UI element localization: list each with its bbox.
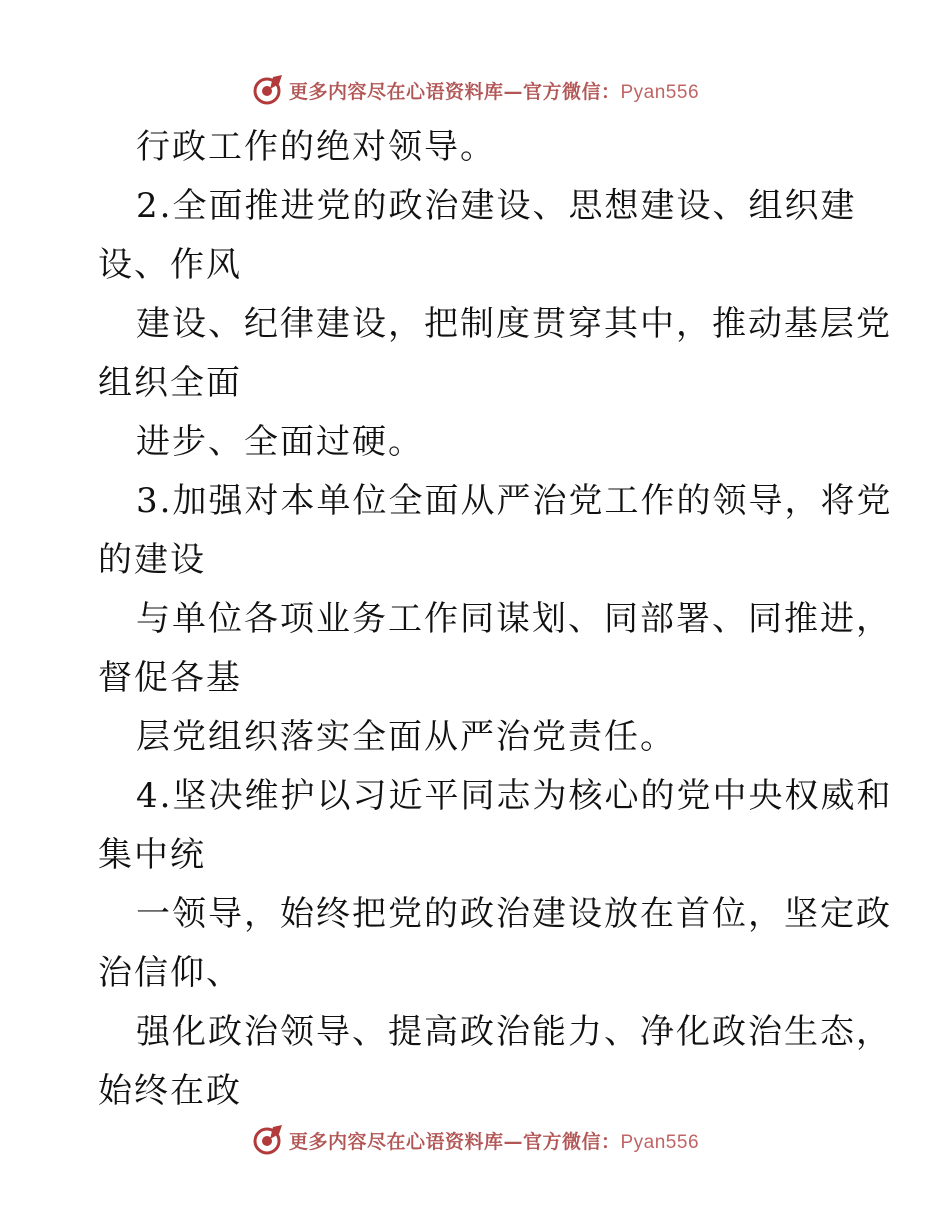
text-line: 3.加强对本单位全面从严治党工作的领导，将党 bbox=[136, 481, 893, 521]
text-line: 进步、全面过硬。 bbox=[136, 422, 424, 462]
watermark-wechat-id: Pyan556 bbox=[620, 81, 700, 103]
text-line: 治信仰、 bbox=[98, 953, 242, 993]
text-line: 行政工作的绝对领导。 bbox=[136, 127, 496, 167]
pen-logo-icon bbox=[251, 73, 285, 107]
watermark-brand: 更多内容尽在心语资料库 bbox=[288, 80, 504, 103]
document-body bbox=[98, 118, 893, 1121]
watermark-contact: 官方微信： bbox=[522, 1130, 621, 1153]
text-line: 建设、纪律建设，把制度贯穿其中，推动基层党 bbox=[136, 304, 892, 344]
watermark-text bbox=[289, 77, 699, 104]
watermark-dash: — bbox=[503, 80, 523, 103]
header-watermark bbox=[0, 70, 950, 110]
watermark-brand: 更多内容尽在心语资料库 bbox=[288, 1130, 504, 1153]
text-line: 设、作风 bbox=[98, 245, 242, 285]
text-line: 层党组织落实全面从严治党责任。 bbox=[136, 717, 676, 757]
watermark-contact: 官方微信： bbox=[522, 80, 621, 103]
text-line: 强化政治领导、提高政治能力、净化政治生态， bbox=[136, 1012, 892, 1052]
text-line: 督促各基 bbox=[98, 658, 242, 698]
watermark-text bbox=[289, 1127, 699, 1154]
watermark-wechat-id: Pyan556 bbox=[620, 1131, 700, 1153]
text-line: 始终在政 bbox=[98, 1071, 242, 1111]
text-line: 一领导，始终把党的政治建设放在首位，坚定政 bbox=[136, 894, 892, 934]
text-line: 与单位各项业务工作同谋划、同部署、同推进， bbox=[136, 599, 892, 639]
text-line: 组织全面 bbox=[98, 363, 242, 403]
watermark-dash: — bbox=[503, 1130, 523, 1153]
text-line: 的建设 bbox=[98, 540, 206, 580]
text-line: 4.坚决维护以习近平同志为核心的党中央权威和 bbox=[136, 776, 893, 816]
text-line: 2.全面推进党的政治建设、思想建设、组织建 bbox=[136, 186, 857, 226]
text-line: 集中统 bbox=[98, 835, 206, 875]
pen-logo-icon bbox=[251, 1123, 285, 1157]
footer-watermark bbox=[0, 1120, 950, 1160]
